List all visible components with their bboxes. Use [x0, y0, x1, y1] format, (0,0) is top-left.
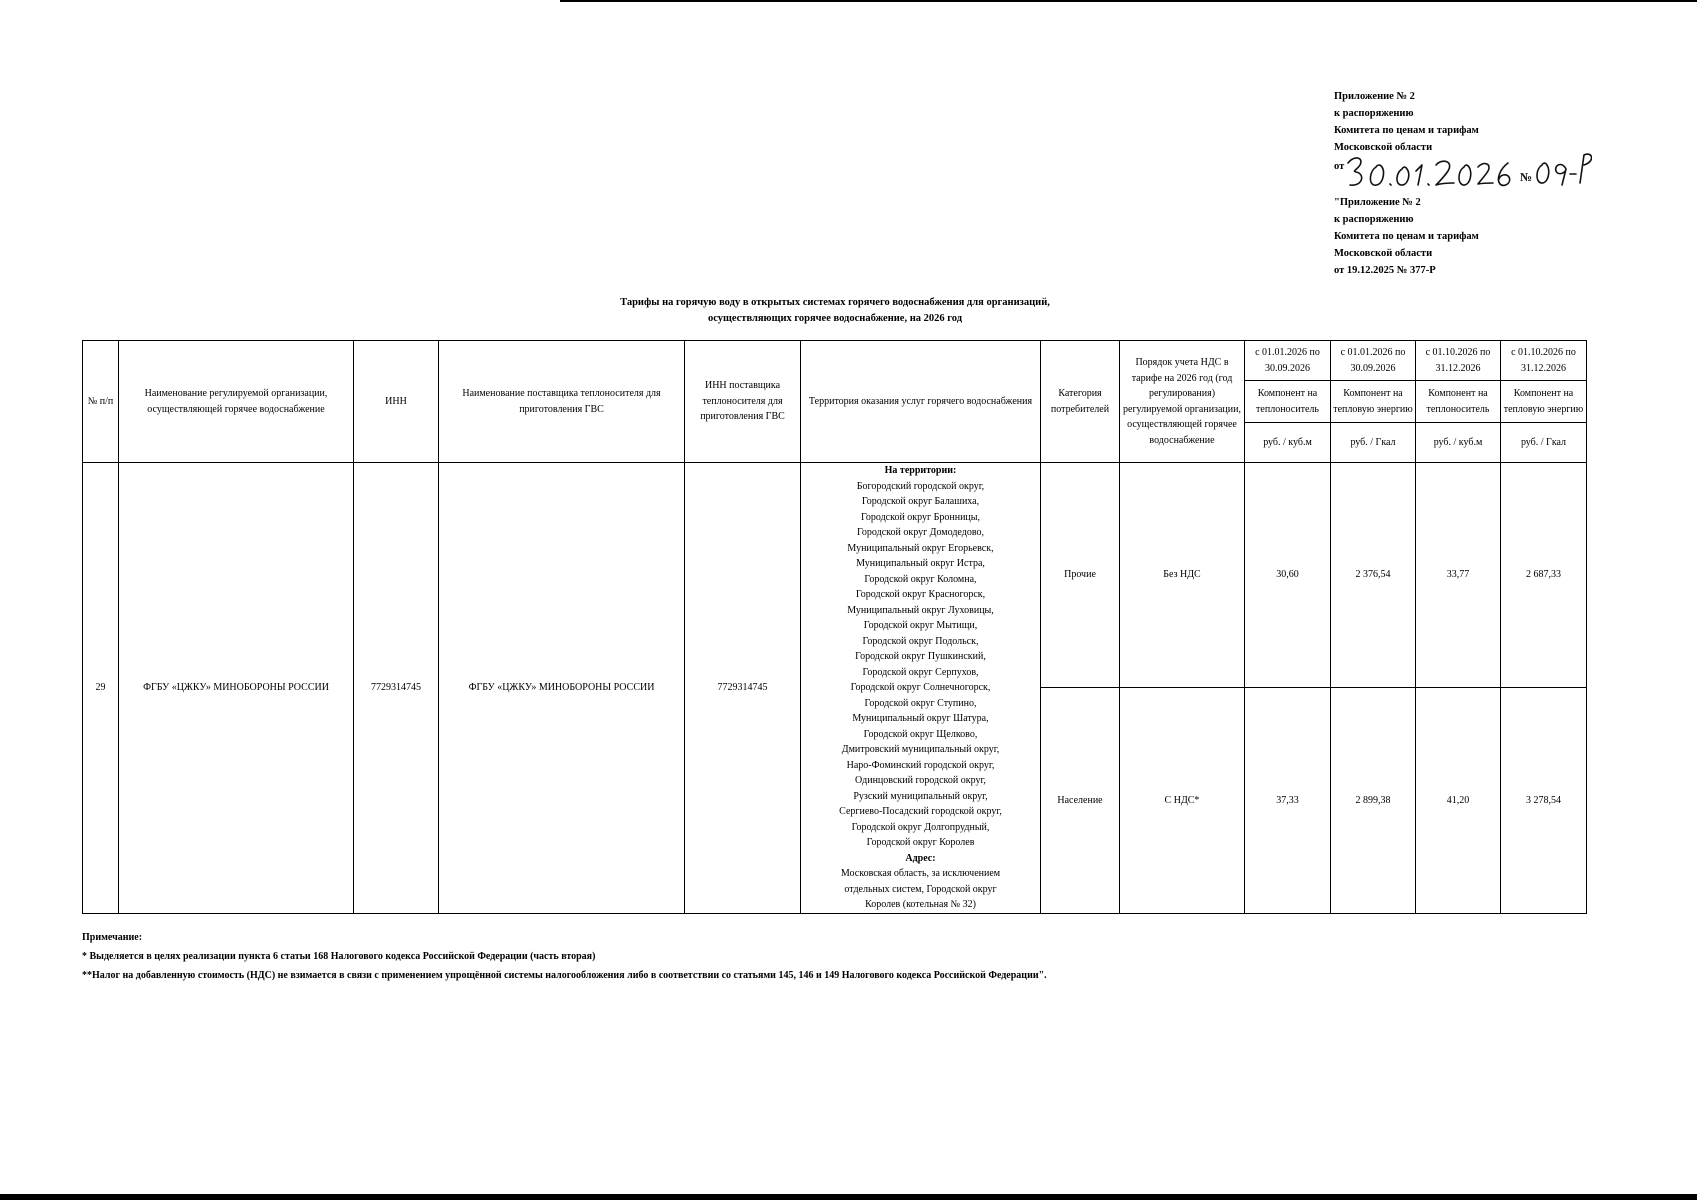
territory-line: На территории: — [884, 465, 957, 476]
row-inn: 7729314745 — [354, 463, 439, 914]
header-period: с 01.01.2026 по 30.09.2026 — [1245, 341, 1331, 381]
row-value: 2 687,33 — [1501, 463, 1587, 688]
territory-line: отдельных систем, Городской округ — [844, 883, 997, 895]
header-inn: ИНН — [354, 341, 439, 463]
row-num: 29 — [83, 463, 119, 914]
row-supplier: ФГБУ «ЦЖКУ» МИНОБОРОНЫ РОССИИ — [439, 463, 685, 914]
header-unit: руб. / куб.м — [1245, 423, 1331, 463]
tariff-table — [82, 340, 1587, 914]
row-value: 2 899,38 — [1331, 688, 1416, 913]
scan-bottom-edge — [0, 1194, 1697, 1200]
territory-line: Городской округ Серпухов, — [862, 666, 979, 678]
row-value: 37,33 — [1245, 688, 1331, 913]
territory-line: Городской округ Щелково, — [863, 728, 978, 740]
appendix-line: Московской области — [1334, 142, 1433, 153]
appendix-date-prefix: от — [1334, 161, 1345, 172]
row-value: 3 278,54 — [1501, 688, 1587, 913]
territory-line: Городской округ Солнечногорск, — [850, 682, 991, 693]
appendix-line: Комитета по ценам и тарифам — [1334, 231, 1479, 242]
territory-line: Городской округ Коломна, — [864, 573, 977, 585]
appendix-line: к распоряжению — [1334, 108, 1414, 119]
header-component: Компонент на теплоноситель — [1245, 381, 1331, 423]
table-header-row — [83, 341, 1587, 381]
header-period: с 01.01.2026 по 30.09.2026 — [1331, 341, 1416, 381]
header-unit: руб. / Гкал — [1501, 423, 1587, 463]
handwritten-date-number — [1332, 143, 1592, 195]
territory-line: Городской округ Пушкинский, — [855, 651, 986, 662]
territory-line: Одинцовский городской округ, — [855, 775, 986, 786]
territory-line: Королев (котельная № 32) — [865, 899, 976, 910]
row-value: 41,20 — [1416, 688, 1501, 913]
appendix-line: Комитета по ценам и тарифам — [1334, 125, 1479, 136]
row-category: Прочие — [1041, 463, 1120, 688]
territory-line: Рузский муниципальный округ, — [853, 790, 988, 802]
title-line: осуществляющих горячее водоснабжение, на 2026 год — [707, 313, 963, 324]
territory-line: Городской округ Балашиха, — [861, 496, 980, 507]
notes-block — [82, 928, 1047, 985]
territory-line: Городской округ Бронницы, — [860, 511, 981, 523]
header-vat: Порядок учета НДС в тарифе на 2026 год (год регулирования) регулируемой организации, осуществляющей горячее водоснабжение — [1120, 341, 1245, 463]
appendix-line: Московской области — [1334, 248, 1433, 259]
row-territory — [801, 463, 1041, 914]
appendix-header-old — [1334, 194, 1479, 279]
territory-line: Московская область, за исключением — [840, 868, 1001, 879]
territory-line: Муниципальный округ Шатура, — [852, 713, 989, 724]
header-period: с 01.10.2026 по 31.12.2026 — [1501, 341, 1587, 381]
scan-top-edge — [560, 0, 1697, 2]
appendix-line: Приложение № 2 — [1334, 91, 1415, 102]
territory-line: Муниципальный округ Истра, — [856, 558, 985, 569]
appendix-line: "Приложение № 2 — [1334, 197, 1421, 208]
territory-line: Городской округ Мытищи, — [863, 620, 978, 631]
territory-line: Муниципальный округ Луховицы, — [847, 604, 994, 616]
territory-line: Сергиево-Посадский городской округ, — [839, 806, 1002, 817]
header-num: № п/п — [83, 341, 119, 463]
territory-line: Муниципальный округ Егорьевск, — [847, 542, 994, 554]
row-vat: С НДС* — [1120, 688, 1245, 913]
note-item: * Выделяется в целях реализации пункта 6 статьи 168 Налогового кодекса Российской Федерации (часть вторая) — [82, 951, 596, 962]
header-component: Компонент на тепловую энергию — [1501, 381, 1587, 423]
appendix-line: от 19.12.2025 № 377-Р — [1334, 265, 1436, 276]
document-title — [495, 295, 1175, 327]
row-value: 33,77 — [1416, 463, 1501, 688]
territory-line: Адрес: — [905, 852, 936, 864]
territory-line: Наро-Фоминский городской округ, — [846, 759, 995, 771]
header-org: Наименование регулируемой организации, осуществляющей горячее водоснабжение — [119, 341, 354, 463]
row-value: 2 376,54 — [1331, 463, 1416, 688]
note-item: **Налог на добавленную стоимость (НДС) не взимается в связи с применением упрощённой системы налогообложения либо в соответствии со статьями 145, 146 и 149 Налогового кодекса Российской Федерации". — [82, 970, 1047, 981]
territory-line: Городской округ Подольск, — [862, 635, 979, 647]
header-component: Компонент на тепловую энергию — [1331, 381, 1416, 423]
table-row — [83, 463, 1587, 688]
header-supplier: Наименование поставщика теплоносителя для приготовления ГВС — [439, 341, 685, 463]
row-vat: Без НДС — [1120, 463, 1245, 688]
territory-line: Городской округ Долгопрудный, — [851, 821, 990, 833]
territory-line: Богородский городской округ, — [856, 480, 985, 492]
header-component: Компонент на теплоноситель — [1416, 381, 1501, 423]
row-org: ФГБУ «ЦЖКУ» МИНОБОРОНЫ РОССИИ — [119, 463, 354, 914]
row-value: 30,60 — [1245, 463, 1331, 688]
appendix-line: к распоряжению — [1334, 214, 1414, 225]
header-unit: руб. / Гкал — [1331, 423, 1416, 463]
header-period: с 01.10.2026 по 31.12.2026 — [1416, 341, 1501, 381]
territory-line: Городской округ Красногорск, — [855, 589, 986, 600]
header-territory: Территория оказания услуг горячего водоснабжения — [801, 341, 1041, 463]
territory-line: Дмитровский муниципальный округ, — [841, 744, 1000, 755]
header-supplier-inn: ИНН поставщика теплоносителя для приготовления ГВС — [685, 341, 801, 463]
notes-heading: Примечание: — [82, 932, 143, 943]
row-category: Население — [1041, 688, 1120, 913]
header-category: Категория потребителей — [1041, 341, 1120, 463]
territory-line: Городской округ Домодедово, — [857, 527, 984, 538]
title-line: Тарифы на горячую воду в открытых системах горячего водоснабжения для организаций, — [620, 297, 1050, 308]
territory-line: Городской округ Королев — [866, 837, 975, 848]
svg-text:№: № — [1520, 170, 1533, 184]
header-unit: руб. / куб.м — [1416, 423, 1501, 463]
territory-line: Городской округ Ступино, — [864, 697, 977, 709]
row-supplier-inn: 7729314745 — [685, 463, 801, 914]
